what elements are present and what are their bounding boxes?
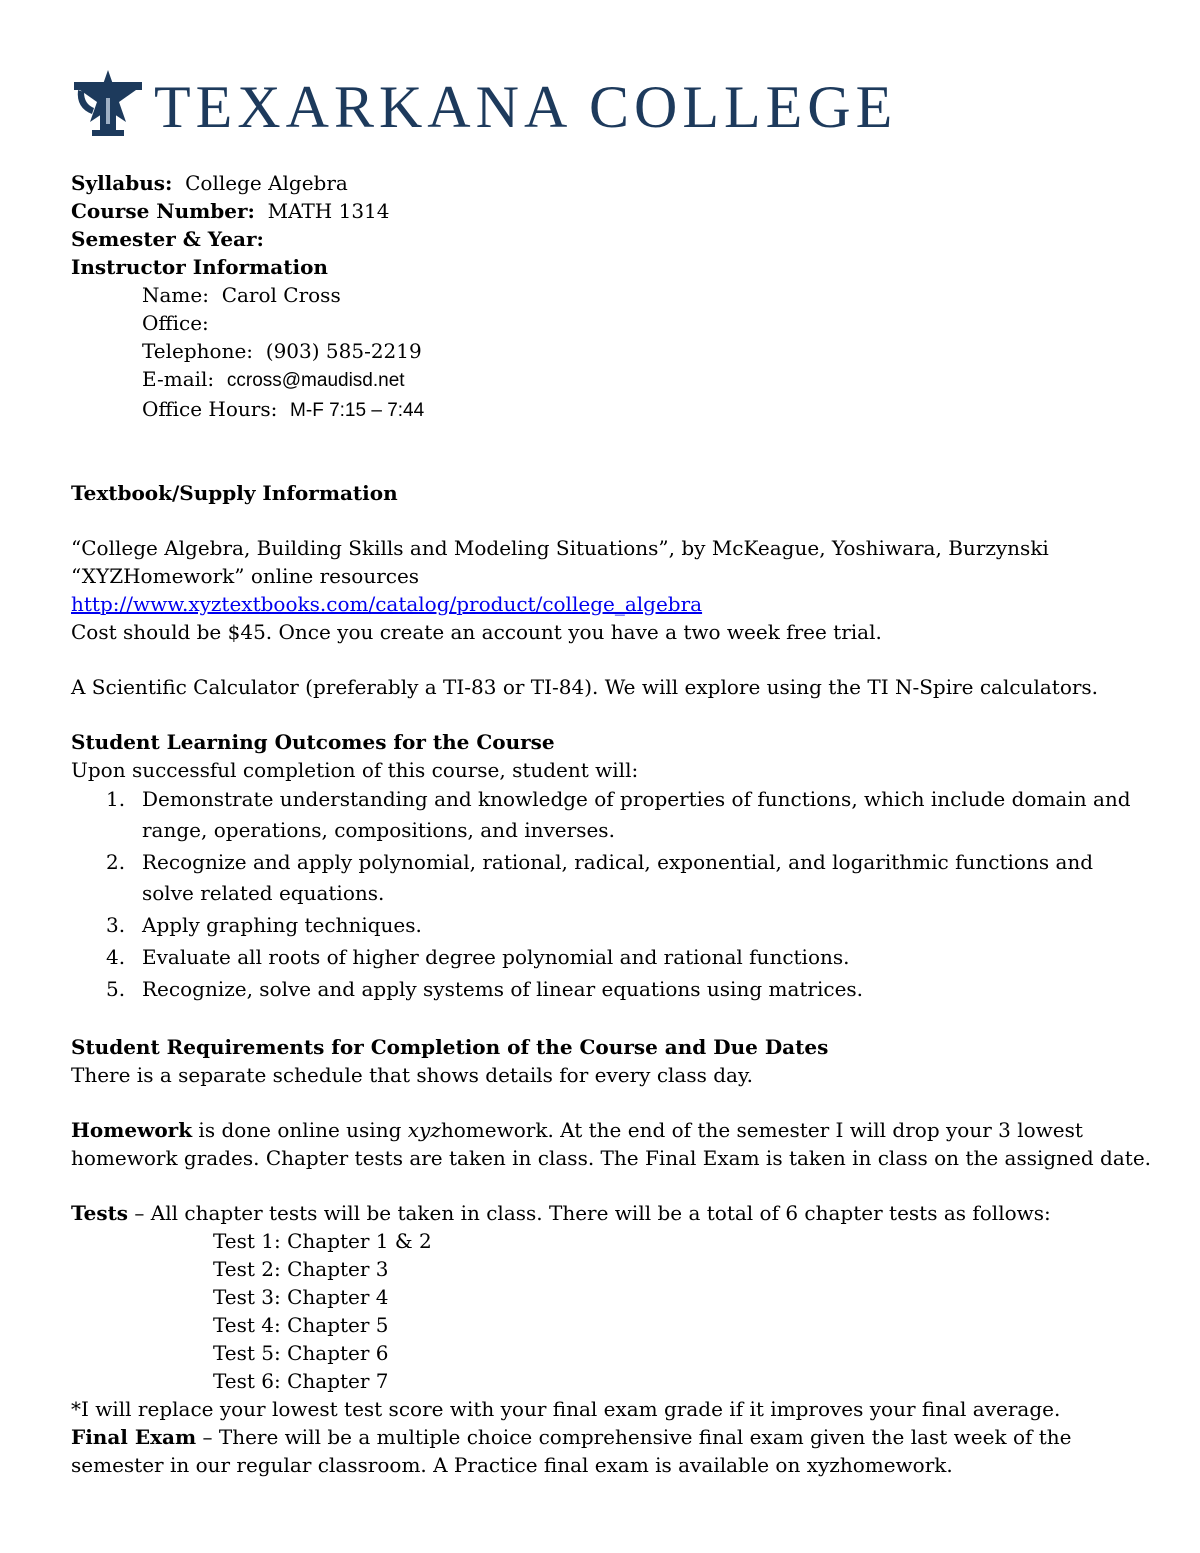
email-value: ccross@maudisd.net <box>226 370 405 391</box>
outcome-number: 2. <box>106 850 126 874</box>
outcome-number: 3. <box>106 913 126 937</box>
outcome-text-cont: range, operations, compositions, and inverses. <box>142 818 615 842</box>
tests-line <box>71 1199 1131 1227</box>
textbook-cost: Cost should be $45. Once you create an account you have a two week free trial. <box>71 620 882 644</box>
outcome-number: 4. <box>106 945 126 969</box>
email-line <box>71 365 1131 395</box>
test-item: Test 3: Chapter 4 <box>213 1285 389 1309</box>
schedule-note: There is a separate schedule that shows details for every class day. <box>71 1063 753 1087</box>
tests-text: – All chapter tests will be taken in class. There will be a total of 6 chapter tests as follows: <box>128 1201 1051 1225</box>
email-label: E-mail: <box>142 367 215 391</box>
college-logo <box>70 68 930 144</box>
test-item: Test 6: Chapter 7 <box>213 1369 389 1393</box>
spacer <box>71 1006 1131 1033</box>
spacer <box>71 425 1131 479</box>
office-hours-line <box>71 395 1131 425</box>
syllabus-value: College Algebra <box>185 171 348 195</box>
homework-label: Homework <box>71 1118 193 1142</box>
homework-text-pre: is done online using <box>192 1118 408 1142</box>
syllabus-line <box>71 169 1131 197</box>
spacer <box>71 1089 1131 1116</box>
spacer <box>71 1172 1131 1199</box>
requirements-heading: Student Requirements for Completion of the Course and Due Dates <box>71 1035 829 1059</box>
textbook-link[interactable]: http://www.xyztextbooks.com/catalog/product/college_algebra <box>71 592 703 616</box>
homework-text-post: homework. At the end of the semester I will drop your 3 lowest <box>440 1118 1083 1142</box>
final-exam-text: – There will be a multiple choice comprehensive final exam given the last week of the <box>196 1425 1072 1449</box>
textbook-title: “College Algebra, Building Skills and Modeling Situations”, by McKeague, Yoshiwara, Burzynski <box>71 536 1049 560</box>
outcome-item <box>71 942 1131 973</box>
syllabus-content <box>71 169 1152 1479</box>
course-number-label: Course Number: <box>71 199 255 223</box>
homework-line-2: homework grades. Chapter tests are taken in class. The Final Exam is taken in class on the assigned date. <box>71 1146 1152 1170</box>
office-hours-label: Office Hours: <box>142 397 278 421</box>
name-label: Name: <box>142 283 209 307</box>
telephone-line <box>71 337 1131 365</box>
outcome-text: Demonstrate understanding and knowledge of properties of functions, which include domain and <box>142 787 1131 811</box>
instructor-name-line <box>71 281 1131 309</box>
semester-label: Semester & Year: <box>71 227 264 251</box>
outcome-item <box>71 910 1131 941</box>
name-value: Carol Cross <box>221 283 341 307</box>
replace-note: *I will replace your lowest test score with your final exam grade if it improves your final average. <box>71 1397 1061 1421</box>
office-hours-value: M-F 7:15 – 7:44 <box>290 400 425 421</box>
course-number-line <box>71 197 1131 225</box>
outcome-number: 5. <box>106 977 126 1001</box>
test-item: Test 4: Chapter 5 <box>213 1313 389 1337</box>
outcome-item <box>71 784 1131 846</box>
logo-wordmark: TEXARKANA COLLEGE <box>154 74 898 140</box>
outcome-text: Recognize, solve and apply systems of linear equations using matrices. <box>142 977 864 1001</box>
final-exam-line <box>71 1423 1131 1451</box>
tests-label: Tests <box>71 1201 129 1225</box>
final-exam-label: Final Exam <box>71 1425 197 1449</box>
spacer <box>71 646 1131 673</box>
outcomes-list <box>71 784 1131 1005</box>
outcome-text: Recognize and apply polynomial, rational, radical, exponential, and logarithmic functions and <box>142 850 1094 874</box>
course-number-value: MATH 1314 <box>267 199 390 223</box>
homework-italic: xyz <box>407 1118 441 1142</box>
test-item: Test 5: Chapter 6 <box>213 1341 389 1365</box>
outcome-text-cont: solve related equations. <box>142 881 385 905</box>
textbook-heading: Textbook/Supply Information <box>71 481 398 505</box>
final-exam-line-2: semester in our regular classroom. A Practice final exam is available on xyzhomework. <box>71 1453 953 1477</box>
telephone-label: Telephone: <box>142 339 254 363</box>
calculator-info: A Scientific Calculator (preferably a TI-83 or TI-84). We will explore using the TI N-Spire calculators. <box>71 675 1099 699</box>
outcomes-intro: Upon successful completion of this course, student will: <box>71 758 639 782</box>
office-label: Office: <box>142 311 209 335</box>
online-resources: “XYZHomework” online resources <box>71 564 420 588</box>
outcome-text: Evaluate all roots of higher degree polynomial and rational functions. <box>142 945 850 969</box>
instructor-heading: Instructor Information <box>71 255 328 279</box>
tc-star-emblem-icon <box>70 68 146 140</box>
homework-line <box>71 1116 1131 1144</box>
outcome-number: 1. <box>106 787 126 811</box>
test-item: Test 2: Chapter 3 <box>213 1257 389 1281</box>
outcome-item <box>71 974 1131 1005</box>
spacer <box>71 507 1131 534</box>
telephone-value: (903) 585-2219 <box>265 339 422 363</box>
outcomes-heading: Student Learning Outcomes for the Course <box>71 730 555 754</box>
outcome-item <box>71 847 1131 909</box>
syllabus-label: Syllabus: <box>71 171 173 195</box>
spacer <box>71 701 1131 728</box>
outcome-text: Apply graphing techniques. <box>142 913 422 937</box>
test-item: Test 1: Chapter 1 & 2 <box>213 1229 432 1253</box>
